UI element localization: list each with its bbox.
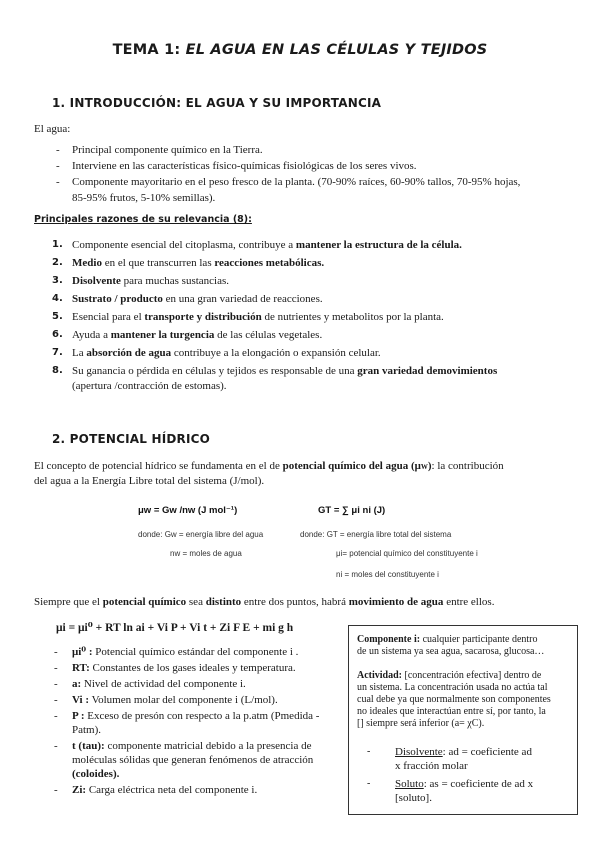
chem-potential-def-g: donde: Gw = energía libre del agua — [138, 530, 264, 539]
list-item: 1. Componente esencial del citoplasma, contribuye a mantener la estructura de la célula. — [52, 239, 462, 251]
list-item-continuation: Patm). — [72, 724, 102, 736]
list-item: - RT: Constantes de los gases ideales y temperatura. — [54, 662, 296, 674]
reasons-list — [52, 238, 582, 396]
section-1-heading: 1. INTRODUCCIÓN: EL AGUA Y SU IMPORTANCIA — [52, 96, 382, 110]
list-item: - μi⁰ : Potencial químico estándar del componente i . — [54, 646, 299, 658]
term-list — [34, 645, 344, 799]
intro-bullet-list — [34, 143, 574, 205]
list-item: 2. Medio en el que transcurren las reacciones metabólicas. — [52, 257, 325, 269]
title-main: EL AGUA EN LAS CÉLULAS Y TEJIDOS — [185, 42, 488, 58]
definitions-box: Componente i: cualquier participante dentro de un sistema ya sea agua, sacarosa, glucosa… Actividad: [concentración efectiva] dentro de un sistema. La concentración usada no actúa tal cual debe ya que normalmente son componentes no ideales que interactúan entre sí, por tanto, la [] siempre será inferior (a= χC). - Disolvente: ad = coeficiente ad x fracción molar - Soluto: as = coeficiente de ad x [soluto]. — [348, 625, 578, 815]
section-1-intro: El agua: — [34, 123, 71, 135]
list-item: 6. Ayuda a mantener la turgencia de las células vegetales. — [52, 329, 323, 341]
list-item: 7. La absorción de agua contribuye a la elongación o expansión celular. — [52, 347, 381, 359]
list-item: - Principal componente químico en la Tierra. — [56, 144, 263, 156]
list-item: 8. Su ganancia o pérdida en células y tejidos es responsable de una gran variedad demovimientos (apertura /contracción de estomas). — [52, 365, 498, 392]
section-2-heading: 2. POTENCIAL HÍDRICO — [52, 432, 211, 446]
list-item: - P : Exceso de presón con respecto a la p.atm (Pmedida - — [54, 710, 320, 722]
list-item: - a: Nivel de actividad del componente i. — [54, 678, 246, 690]
list-item: - Interviene en las características físico-químicas fisiológicas de los seres vivos. — [56, 160, 417, 172]
page-title — [0, 42, 600, 58]
free-energy-def-mu: μi= potencial químico del constituyente i — [336, 549, 478, 558]
potential-paragraph-line2: del agua a la Energía Libre total del sistema (J/mol). — [34, 475, 265, 487]
list-item-continuation: moléculas sólidas que generan fenómenos de atracción — [72, 754, 314, 766]
chem-potential-def-n: nw = moles de agua — [170, 549, 242, 558]
main-equation: μi = μi⁰ + RT ln ai + Vi P + Vi t + Zi F E + mi g h — [56, 622, 294, 634]
free-energy-def-n: ni = moles del constituyente i — [336, 570, 439, 579]
movement-paragraph: Siempre que el potencial químico sea distinto entre dos puntos, habrá movimiento de agua entre ellos. — [34, 596, 495, 608]
list-item: - t (tau): componente matricial debido a la presencia de — [54, 740, 312, 752]
potential-paragraph: El concepto de potencial hídrico se fundamenta en el de potencial químico del agua (μW): la contribución — [34, 460, 504, 472]
list-item: 3. Disolvente para muchas sustancias. — [52, 275, 230, 287]
activity-definition: Actividad: [concentración efectiva] dentro de un sistema. La concentración usada no actúa tal cual debe ya que normalmente son componentes no ideales que interactúan entre sí, por tanto, la [] siempre será inferior (a= χC). — [357, 670, 551, 729]
relevance-heading: Principales razones de su relevancia (8): — [34, 214, 252, 225]
list-item: - Componente mayoritario en el peso fresco de la planta. (70-90% raíces, 60-90% tallos, 70-95% hojas, — [56, 176, 521, 188]
free-energy-formula: GT = ∑ μi ni (J) — [318, 505, 386, 516]
list-item: 5. Esencial para el transporte y distribución de nutrientes y metabolitos por la planta. — [52, 311, 444, 323]
chem-potential-formula: μw = Gw /nw (J mol⁻¹) — [138, 505, 238, 516]
list-item: 4. Sustrato / producto en una gran variedad de reacciones. — [52, 293, 323, 305]
free-energy-def-g: donde: GT = energía libre total del sistema — [300, 530, 452, 539]
list-item: - Vi : Volumen molar del componente i (L/mol). — [54, 694, 278, 706]
list-item: - Zi: Carga eléctrica neta del componente i. — [54, 784, 258, 796]
list-item-continuation: (coloides). — [72, 768, 120, 780]
title-prefix: TEMA 1: — [112, 42, 186, 58]
list-item: 85-95% frutos, 5-10% semillas). — [72, 192, 216, 204]
component-definition: Componente i: cualquier participante dentro de un sistema ya sea agua, sacarosa, glucosa… — [357, 634, 545, 657]
